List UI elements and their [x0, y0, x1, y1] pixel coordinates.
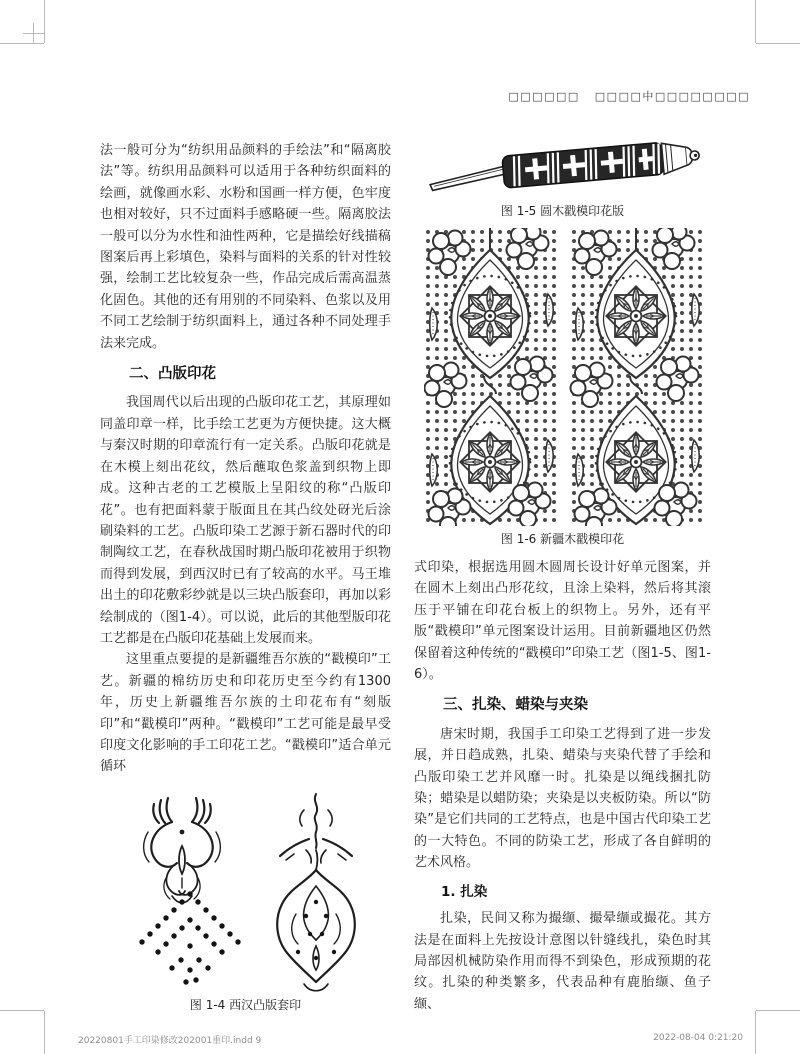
crop-mark-top-left-h2 — [23, 33, 44, 34]
crop-mark-top-right-v — [755, 0, 756, 43]
running-head-left-boxes: □□□□□□ — [508, 90, 580, 103]
figure-1-5-illustration — [419, 128, 707, 198]
section-heading-2: 二、凸版印花 — [129, 366, 216, 383]
paragraph: 唐宋时期，我国手工印染工艺得到了进一步发展，并日趋成熟，扎染、蜡染与夹染代替了手绘和凸版印染工艺并风靡一时。扎染是以绳线捆扎防染；蜡染是以蜡防染；夹染是以夹板防染。所以“防染”是它们共同的工艺特点，也是中国古代印染工艺的一大特色。不同的防染工艺，形成了各自鲜明的艺术风格。 — [414, 726, 711, 871]
running-head — [498, 88, 750, 104]
figure-1-4-caption: 图 1-4 西汉凸版套印 — [189, 997, 302, 1012]
crop-mark-top-left-h — [0, 43, 44, 44]
right-column — [414, 128, 711, 1015]
paragraph: 式印染，根据选用圆木圆周长设计好单元图案，并在圆木上刻出凸形花纹，且涂上染料，然后将其滚压于平铺在印花台板上的织物上。另外，还有平版“戳模印”单元图案设计运用。目前新疆地区仍然保留着这种传统的“戳模印”印染工艺（图1-5、图1-6）。 — [414, 560, 711, 683]
crop-mark-bottom-left-h — [0, 1010, 44, 1011]
figure-1-5 — [414, 128, 711, 219]
running-head-right-boxes: □□□□中□□□□□□□□ — [594, 90, 750, 103]
left-column — [100, 140, 391, 1013]
figure-1-4 — [100, 786, 391, 1013]
crop-mark-bottom-left-v — [44, 1011, 45, 1054]
section-heading-3: 三、扎染、蜡染与夹染 — [443, 697, 588, 714]
footer-filename: 20220801手工印染修改202001重印.indd 9 — [78, 1036, 262, 1046]
crop-mark-top-left-v — [44, 0, 45, 43]
crop-mark-bottom-right-v — [755, 1011, 756, 1054]
figure-1-6-illustration — [424, 228, 702, 526]
paragraph: 我国周代以后出现的凸版印花工艺，其原理如同盖印章一样，比手绘工艺更为方便快捷。这大概与秦汉时期的印章流行有一定关系。凸版印花就是在木模上刻出花纹，然后蘸取色浆盖到织物上即成。这种古老的工艺模版上呈阳纹的称“凸版印花”。也有把面料蒙于版面且在其凸纹处砑光后涂刷染料的工艺。凸版印染工艺源于新石器时代的印制陶纹工艺，在春秋战国时期凸版印花被用于织物而得到发展，到西汉时已有了较高的水平。马王堆出土的印花敷彩纱就是以三块凸版套印，再加以彩绘制成的（图1-4）。可以说，此后的其他型版印花工艺都是在凸版印花基础上发展而来。 — [100, 395, 391, 646]
footer-timestamp: 2022-08-04 0:21:20 — [653, 1033, 743, 1043]
subsection-heading-1: 1. 扎染 — [441, 883, 488, 900]
figure-1-4-illustration — [118, 786, 374, 992]
figure-1-6 — [414, 228, 711, 547]
paragraph: 这里重点要提的是新疆维吾尔族的“戳模印”工艺。新疆的棉纺历史和印花历史至今约有1300年，历史上新疆维吾尔族的土印花布有“刻版印”和“戳模印”两种。“戳模印”工艺可能是最早受印度文化影响的手工印花工艺。“戳模印”适合单元循环 — [100, 652, 391, 775]
crop-mark-bottom-right-h — [756, 1010, 800, 1011]
paragraph: 法一般可分为“纺织用品颜料的手绘法”和“隔离胶法”等。纺织用品颜料可以适用于各种纺织面料的绘画，就像画水彩、水粉和国画一样方便，色牢度也相对较好，只不过面料手感略硬一些。隔离胶法一般可以分为水性和油性两种，它是描绘好线描稿图案后再上彩填色，染料与面料的关系的针对性较强，绘制工艺比较复杂一些，作品完成后需高温蒸化固色。其他的还有用别的不同染料、色浆以及用不同工艺绘制于纺织面料上，通过各种不同处理手法来完成。 — [100, 143, 391, 351]
figure-1-5-caption: 图 1-5 圆木戳模印花版 — [500, 204, 625, 218]
dotted-chevron — [139, 891, 240, 984]
crop-mark-top-right-h — [756, 43, 800, 44]
paragraph: 扎染，民间又称为撮缬、撮晕缬或撮花。其方法是在面料上先按设计意图以针缝线扎，染色时其局部因机械防染作用而得不到染色，形成预期的花纹。扎染的种类繁多，代表品种有鹿胎缬、鱼子缬、 — [414, 911, 711, 1012]
figure-1-6-caption: 图 1-6 新疆木戳模印花 — [500, 532, 625, 546]
